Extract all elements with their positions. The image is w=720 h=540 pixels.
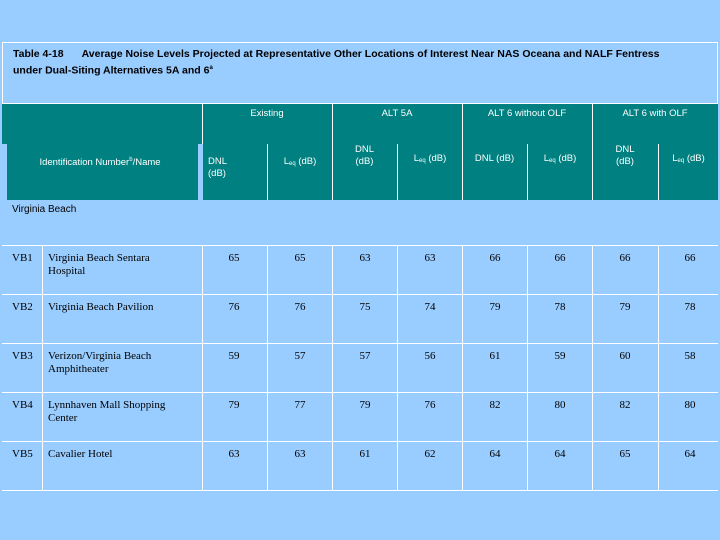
row-value: 62 — [424, 448, 436, 460]
col-alt6-without-leq: Leq (dB) — [543, 153, 577, 164]
section-row — [2, 200, 718, 246]
row-name: Virginia Beach Pavilion — [48, 301, 154, 313]
row-value: 61 — [359, 448, 371, 460]
row-value: 76 — [294, 301, 306, 313]
table-row — [2, 442, 718, 491]
row-value: 64 — [684, 448, 696, 460]
row-value: 57 — [294, 350, 306, 362]
section-label: Virginia Beach — [12, 204, 77, 215]
row-value: 79 — [228, 399, 240, 411]
row-value: 74 — [424, 301, 436, 313]
row-value: 75 — [359, 301, 371, 313]
col-alt6-with-leq: Leq (dB) — [672, 153, 705, 164]
row-value: 64 — [489, 448, 501, 460]
row-value: 65 — [619, 448, 631, 460]
row-value: 63 — [424, 252, 436, 264]
group-header-alt6-without-olf: ALT 6 without OLF — [487, 108, 567, 119]
table-row — [2, 393, 718, 442]
row-id: VB5 — [12, 448, 33, 460]
col-alt6-without-dnl: DNL (dB) — [474, 153, 515, 164]
row-name: Lynnhaven Mall Shopping Center — [48, 399, 166, 424]
row-value: 79 — [489, 301, 501, 313]
table-title — [13, 47, 713, 78]
row-value: 56 — [424, 350, 436, 362]
row-id: VB4 — [12, 399, 33, 411]
title-footnote-marker: a — [209, 65, 213, 71]
row-value: 64 — [554, 448, 566, 460]
table-caption — [2, 42, 718, 104]
title-line1: Average Noise Levels Projected at Representative Other Locations of Interest Near NAS Oceana and NALF Fentress — [81, 48, 660, 60]
row-value: 59 — [228, 350, 240, 362]
group-header-existing: Existing — [250, 108, 284, 119]
row-value: 82 — [619, 399, 631, 411]
row-value: 66 — [684, 252, 696, 264]
table-row — [2, 246, 718, 295]
row-value: 78 — [684, 301, 696, 313]
group-header-alt5a: ALT 5A — [381, 108, 413, 119]
title-line2: under Dual-Siting Alternatives 5A and 6 — [13, 64, 210, 77]
row-value: 79 — [359, 399, 371, 411]
col-alt6-with-dnl: DNL (dB) — [615, 144, 635, 167]
row-value: 66 — [554, 252, 566, 264]
col-alt5a-leq: Leq (dB) — [413, 153, 447, 164]
row-value: 80 — [684, 399, 696, 411]
col-existing-leq: Leq (dB) — [283, 156, 317, 167]
row-value: 60 — [619, 350, 631, 362]
table-row — [2, 295, 718, 344]
row-value: 79 — [619, 301, 631, 313]
row-value: 66 — [489, 252, 501, 264]
row-name: Verizon/Virginia Beach Amphitheater — [48, 350, 152, 375]
row-id: VB1 — [12, 252, 33, 264]
group-header-alt6-with-olf: ALT 6 with OLF — [622, 108, 688, 119]
row-value: 76 — [228, 301, 240, 313]
row-value: 65 — [228, 252, 240, 264]
row-id: VB3 — [12, 350, 33, 362]
table-row — [2, 344, 718, 393]
col-alt5a-dnl: DNL (dB) — [354, 144, 374, 167]
row-value: 59 — [554, 350, 566, 362]
row-value: 61 — [489, 350, 501, 362]
column-header-id-name: Identification Number$^b$/Name — [39, 157, 161, 169]
row-id: VB2 — [12, 301, 33, 313]
row-value: 63 — [294, 448, 306, 460]
row-value: 66 — [619, 252, 631, 264]
row-name: Cavalier Hotel — [48, 448, 113, 460]
row-name: Virginia Beach Sentara Hospital — [48, 252, 150, 277]
row-value: 57 — [359, 350, 371, 362]
row-value: 77 — [294, 399, 306, 411]
row-value: 65 — [294, 252, 306, 264]
row-value: 76 — [424, 399, 436, 411]
row-value: 80 — [554, 399, 566, 411]
row-value: 63 — [228, 448, 240, 460]
table-number: Table 4-18 — [13, 48, 64, 60]
row-value: 82 — [489, 399, 501, 411]
table-header — [2, 104, 718, 200]
col-existing-dnl: DNL (dB) — [208, 156, 228, 179]
row-value: 58 — [684, 350, 696, 362]
row-value: 63 — [359, 252, 371, 264]
row-value: 78 — [554, 301, 566, 313]
